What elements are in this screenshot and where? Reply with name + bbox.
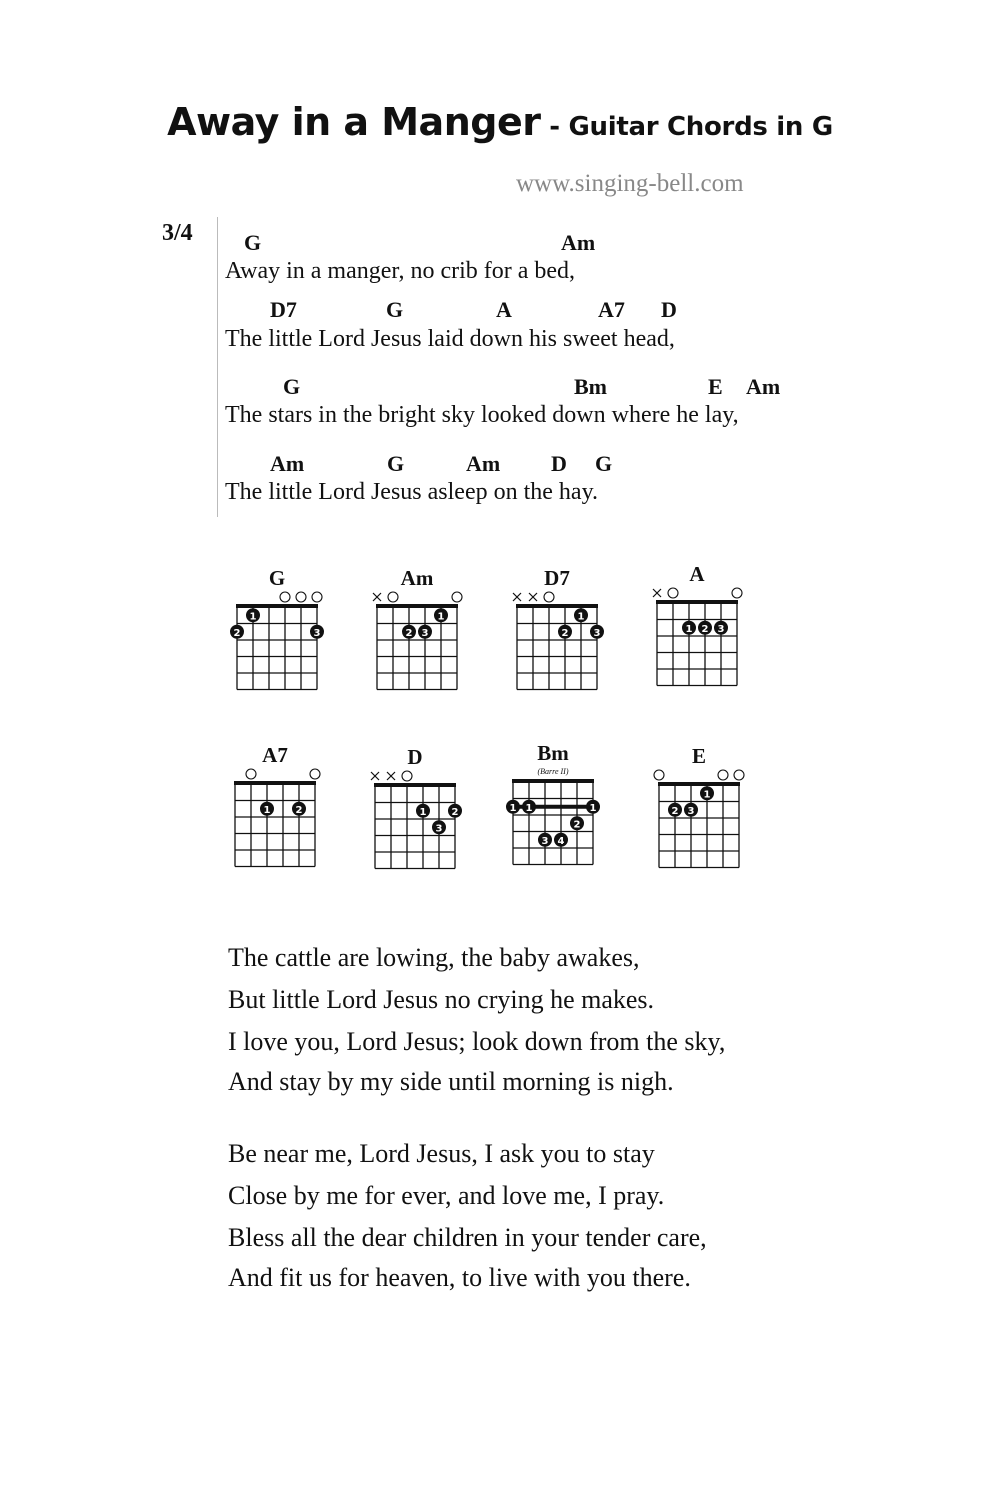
open-string-marker xyxy=(402,771,412,781)
finger-number: 2 xyxy=(671,805,679,817)
chord-label: G xyxy=(595,451,613,476)
chord-label: D xyxy=(661,297,677,322)
verse-line: I love you, Lord Jesus; look down from the sky, xyxy=(228,1027,726,1056)
verse-line: Close by me for ever, and love me, I pray. xyxy=(228,1181,665,1210)
open-string-marker xyxy=(388,592,398,602)
finger-number: 2 xyxy=(295,804,303,816)
nut xyxy=(516,604,598,608)
chord-diagram-name: G xyxy=(268,566,286,590)
website-link[interactable]: www.singing-bell.com xyxy=(516,170,744,197)
finger-number: 3 xyxy=(435,823,443,835)
open-string-marker xyxy=(280,592,290,602)
open-string-marker xyxy=(310,769,320,779)
lyric-line: Away in a manger, no crib for a bed, xyxy=(225,258,576,284)
finger-number: 2 xyxy=(451,806,459,818)
chord-label: Am xyxy=(466,451,501,476)
finger-number: 2 xyxy=(405,627,413,639)
finger-number: 4 xyxy=(557,835,565,847)
finger-number: 1 xyxy=(589,802,597,814)
finger-number: 1 xyxy=(577,611,585,623)
finger-number: 1 xyxy=(249,611,257,623)
chord-label: D xyxy=(551,451,567,476)
open-string-marker xyxy=(452,592,462,602)
chord-label: G xyxy=(387,451,405,476)
finger-number: 1 xyxy=(685,623,693,635)
open-string-marker xyxy=(654,770,664,780)
chord-label: G xyxy=(283,374,301,399)
open-string-marker xyxy=(544,592,554,602)
nut xyxy=(512,779,594,783)
nut xyxy=(374,783,456,787)
finger-number: 3 xyxy=(687,805,695,817)
finger-number: 3 xyxy=(717,623,725,635)
finger-number: 2 xyxy=(233,627,241,639)
verse-line: Be near me, Lord Jesus, I ask you to stay xyxy=(228,1139,655,1168)
chord-diagram-name: A7 xyxy=(262,743,288,767)
finger-number: 1 xyxy=(263,804,271,816)
open-string-marker xyxy=(246,769,256,779)
finger-number: 2 xyxy=(573,819,581,831)
open-string-marker xyxy=(718,770,728,780)
lyric-line: The little Lord Jesus asleep on the hay. xyxy=(225,479,599,505)
open-string-marker xyxy=(296,592,306,602)
open-string-marker xyxy=(734,770,744,780)
chord-label: A7 xyxy=(598,297,625,322)
song-subtitle: - Guitar Chords in G xyxy=(540,112,833,142)
finger-number: 3 xyxy=(541,835,549,847)
chord-label: Am xyxy=(561,230,596,255)
nut xyxy=(234,781,316,785)
lyric-line: The stars in the bright sky looked down where he lay, xyxy=(225,402,739,428)
finger-number: 1 xyxy=(437,611,445,623)
lyric-line: The little Lord Jesus laid down his sweet head, xyxy=(225,326,675,352)
nut xyxy=(236,604,318,608)
nut xyxy=(376,604,458,608)
open-string-marker xyxy=(668,588,678,598)
finger-number: 2 xyxy=(701,623,709,635)
chord-label: G xyxy=(244,230,262,255)
open-string-marker xyxy=(312,592,322,602)
time-signature: 3/4 xyxy=(162,220,193,246)
chord-label: D7 xyxy=(270,297,297,322)
finger-number: 1 xyxy=(419,806,427,818)
verse-line: And fit us for heaven, to live with you there. xyxy=(228,1263,691,1292)
chord-diagram-name: E xyxy=(691,744,707,768)
open-string-marker xyxy=(732,588,742,598)
chord-label: G xyxy=(386,297,404,322)
chord-diagram-name: Bm xyxy=(537,741,569,765)
finger-number: 1 xyxy=(703,789,711,801)
finger-number: 3 xyxy=(593,627,601,639)
finger-number: 3 xyxy=(421,627,429,639)
nut xyxy=(658,782,740,786)
chord-label: E xyxy=(708,374,723,399)
verse-line: Bless all the dear children in your tender care, xyxy=(228,1223,707,1252)
verse-line: But little Lord Jesus no crying he makes. xyxy=(228,985,655,1014)
chord-label: A xyxy=(496,297,512,322)
finger-number: 2 xyxy=(561,627,569,639)
chord-diagram-name: D7 xyxy=(544,566,570,590)
chord-diagram-name: D xyxy=(407,745,423,769)
chord-label: Am xyxy=(746,374,781,399)
verse-line: And stay by my side until morning is nigh. xyxy=(228,1067,674,1096)
chord-diagram-name: A xyxy=(689,562,705,586)
finger-number: 1 xyxy=(509,802,517,814)
song-title: Away in a Manger xyxy=(167,100,541,144)
verse-line: The cattle are lowing, the baby awakes, xyxy=(228,943,640,972)
chord-label: Bm xyxy=(574,374,607,399)
chord-label: Am xyxy=(270,451,305,476)
nut xyxy=(656,600,738,604)
finger-number: 3 xyxy=(313,627,321,639)
chord-diagram-name: Am xyxy=(400,566,434,590)
chord-diagram-note: (Barre II) xyxy=(537,767,569,776)
finger-number: 1 xyxy=(525,802,533,814)
